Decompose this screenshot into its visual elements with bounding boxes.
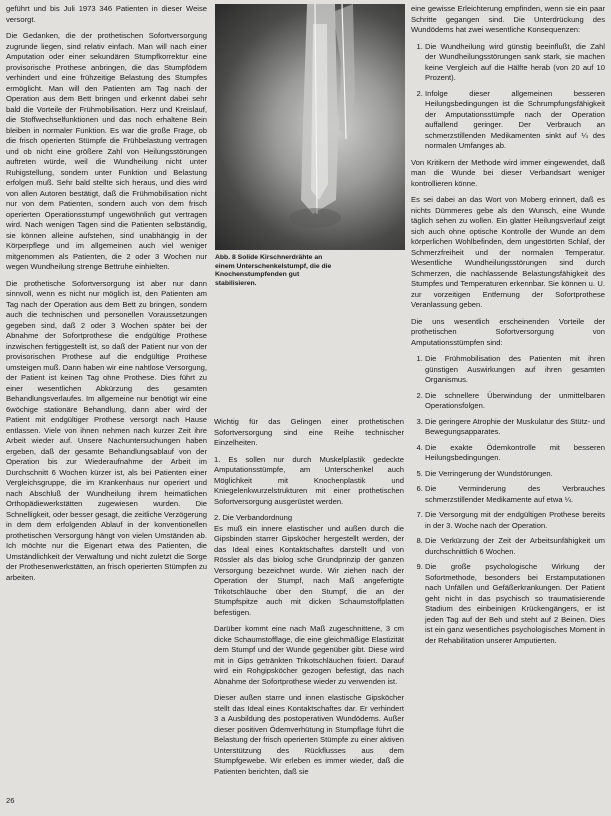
middle-text-column (214, 417, 404, 807)
list-item: 5. Die Verringerung der Wundstörungen. (425, 469, 605, 480)
list-item: 3. Die geringere Atrophie der Muskulatur des Stütz- und Bewegungsapparates. (425, 417, 605, 438)
paragraph: Dieser außen starre und innen elastische Gipsköcher stellt das Ideal eines Kontaktschaftes dar. Er verhindert 3 a Ausbildung des postoperativen Wundödems. Außer dieser positiven Ödemverhütung in Stumpflage führt die Belastung der frisch operierten Stümpfe zu einer aktiven Unterstützung des Rückflusses aus dem Stumpfgewebe. Wir erleben es immer wieder, daß die Patienten berichten, daß sie (214, 693, 404, 776)
paragraph: eine gewisse Erleichterung empfinden, wenn sie ein paar Schritte gegangen sind. Die Unterdrückung des Wundödems hat zwei wesentliche Konsequenzen: (411, 4, 605, 34)
figure-caption-text: Solide Kirschnerdrähte an einem Unterschenkelstumpf, die die Knochenstumpfenden gut stabilisieren. (215, 254, 332, 287)
paragraph: Die uns wesentlich erscheinenden Vorteile der prothetischen Sofortversorgung von Amputationsstümpfen sind: (411, 316, 605, 347)
paragraph: Die Gedanken, die der prothetischen Sofortversorgung zugrunde liegen, sind relativ einfach. Man will nach einer Amputation oder einer sekundären Stumpfkorrektur eine provisorische Prothese anbringen, die das Stumpfödem verhindert und eine frühzeitige Belastung des Stumpfes ermöglicht. Man will den Patienten am Tag nach der Operation aus dem Bett bringen und erkennt dabei sehr bald die Vorteile der Frühmobilisation. Herz und Kreislauf, die Stoffwechselfunktionen und das noch erhaltene Bein bleiben in normaler Funktion. Es war die große Frage, ob die frisch operierten Stümpfe die Frühbelastung vertragen und ob nicht eine größere Zahl von Heilungsstörungen auftreten würde, weil die Wundheilung nicht unter Ruhigstellung, sondern unter Funktion und Belastung erfolgen muß. Sehr bald stellte sich heraus, und dies wird von allen Autoren bestätigt, daß die Frühmobilisation nicht nur von dem Patienten, sondern auch von dem frisch operierten Operationsstumpf ungewöhnlich gut vertragen wird. Nach wenigen Tagen sind die Patienten selbständig, sie können alleine aufstehen, sind unabhängig in der Körperpflege und im allgemeinen auch viel weniger mitgenommen als Patienten, die 2 oder 3 Wochen nur wegen Wundheilung strenge Bettruhe einhielten. (6, 31, 207, 271)
list-item: 1. Die Wundheilung wird günstig beeinflußt, die Zahl der Wundheilungsstörungen sank stark, sie machen keine Vergleich auf die Hälfte herab (von 20 auf 10 Prozent). (425, 42, 605, 84)
xray-bone-illustration (215, 4, 405, 250)
list-item: 7. Die Versorgung mit der endgültigen Prothese bereits in der 3. Woche nach der Operation. (425, 510, 605, 531)
right-text-column (411, 4, 605, 810)
left-text-column (6, 4, 207, 804)
paragraph: Es sei dabei an das Wort von Moberg erinnert, daß es nichts Dümmeres gebe als den Wunsch, eine Wunde täglich sehen zu wollen. Ein glatter Heilungsverlauf zeigt sich auch ohne optische Kontrolle der Wunde an dem körperlichen Wohlbefinden, dem ungestörten Schlaf, der Schmerzfreiheit und der normalen Temperatur. Wesentliche Wundheilungsstörungen sind durch Schmerzen, die nachlassende Belastungsfähigkeit des Stumpfes und Temperaturen erkennbar. Sie können u. U. zur vorzeitigen Entfernung der Sofortprothese Veranlassung geben. (411, 195, 605, 309)
list-item: 2. Die schnellere Überwindung der unmittelbaren Operationsfolgen. (425, 391, 605, 412)
figure-caption (215, 254, 340, 288)
xray-figure (215, 4, 405, 250)
list-item: 6. Die Verminderung des Verbrauches schmerzstillender Medikamente auf etwa ¼. (425, 484, 605, 505)
consequences-list (411, 42, 605, 152)
paragraph: geführt und bis Juli 1973 346 Patienten in dieser Weise versorgt. (6, 4, 207, 24)
list-item: 1. Die Frühmobilisation des Patienten mit ihren günstigen Auswirkungen auf ihren gesamten Organismus. (425, 354, 605, 386)
list-item: 2. Infolge dieser allgemeinen besseren Heilungsbedingungen ist die Schrumpfungsfähigkeit der Amputationsstümpfe nach der Operation auffallend geringer. Der Verbrauch an schmerzstillenden Medikamenten sinkt auf ¼ des normalen Umfanges ab. (425, 89, 605, 152)
paragraph: Die prothetische Sofortversorgung ist aber nur dann sinnvoll, wenn es nicht nur möglich ist, den Patienten am Tag nach der Operation aus dem Bett zu bringen, sondern auch die technischen und personellen Voraussetzungen gegeben sind, daß 2 oder 3 Wochen später bei der Abnahme der Sofortprothese die endgültige Prothese inzwischen fertiggestellt ist, so daß der Patient nur von der provisorischen Prothese auf die endgültige Prothese umsteigen muß. Dann haben wir eine nahtlose Versorgung, der Patient ist keinen Tag ohne Prothese. Dies führt zu einer wesentlichen Abkürzung des gesamten Behandlungsverlaufes. Im allgemeine nur benötigt wir eine 6wöchige stationäre Behandlung, dann aber wird der Patient mit endgültiger Prothese versorgt nach Hause entlassen. Viele von ihnen nehmen nach kurzer Zeit ihre Arbeit wieder auf. Unsere Nachuntersuchungen haben ergeben, daß der gesamte Behandlungsablauf von der Operation bis zur Wiederaufnahme der Arbeit im Durchschnitt 6 Wochen kürzer ist, als bei Patienten einer Vergleichsgruppe, die im Krankenhaus nur operiert und nach Abschluß der Wundheilung ihrem heimatlichen Orthopädiewerkstätten zugewiesen wurden. Die Schnelligkeit, oder besser gesagt, die zeitliche Verzögerung in dem dem erfolgenden Ablauf in der konventionellen prothetischen Versorgung hängt von vielen Umständen ab. Ich möchte nur die Eigenart etwa des Patienten, die Umständlichkeit der Verwaltung und nicht zuletzt die Sorge der Prothesenwerkstätten, an frisch operierten Stümpfen zu arbeiten. (6, 278, 207, 582)
list-item: 4. Die exakte Ödemkontrolle mit besseren Heilungsbedingungen. (425, 443, 605, 464)
paragraph: Wichtig für das Gelingen einer prothetischen Sofortversorgung sind eine Reihe technischer Einzelheiten. (214, 417, 404, 447)
list-item: 9. Die große psychologische Wirkung der Sofortmethode, besonders bei Erstamputationen nach Unfällen und Gefäßerkrankungen. Der Patient geht nicht in das psychisch so traumatisierende Stadium des einbeinigen Krückengängers, er ist jeden Tag auf der Beh und steht auf 2 Beinen. Dies ist ein ganz wesentliches psychologisches Moment in der Rehabilitation unserer Amputierten. (425, 562, 605, 646)
figure-label: Abb. 8 (215, 254, 236, 261)
page-number: 26 (6, 796, 15, 805)
paragraph: 1. Es sollen nur durch Muskelplastik gedeckte Amputationsstümpfe, am Unterschenkel auch Möglichkeit mit Knochenplastik und Kniegelenkwurzelstrukturen mit einer prothetischen Sofortversorgung ausgerüstet werden. (214, 454, 404, 506)
paragraph: Darüber kommt eine nach Maß zugeschnittene, 3 cm dicke Schaumstofflage, die eine gleichmäßige Elastizität dem Stumpf und der Wunde gegenüber gibt. Diese wird mit in Gips getränkten Trikotschläuchen fixiert. Darauf wird ein Rohgipsköcher gezogen befestigt, das nach Abnahme der Sofortprothese wieder zu verwenden ist. (214, 624, 404, 686)
paragraph: 2. Die Verbandordnung Es muß ein innere elastischer und außen durch die Gipsbinden starrer Gipsköcher hergestellt werden, der das Ideal eines Kontaktschaftes darstellt und von Rössler als das biolog sche Grundprinzip der ganzen Versorgung bezeichnet wurde. Wir ziehen nach der Operation der Stumpf, nach Maß angefertigte Trikotschläuche über den Stumpf, die an der Stumpfspitze auch mit dicken Schaumstoffplatten befestigen. (214, 513, 404, 617)
paragraph: Von Kritikern der Methode wird immer eingewendet, daß man die Wunde bei dieser Verbandsart weniger kontrollieren könne. (411, 157, 605, 188)
advantages-list (411, 354, 605, 646)
list-item: 8. Die Verkürzung der Zeit der Arbeitsunfähigkeit um durchschnittlich 6 Wochen. (425, 536, 605, 557)
